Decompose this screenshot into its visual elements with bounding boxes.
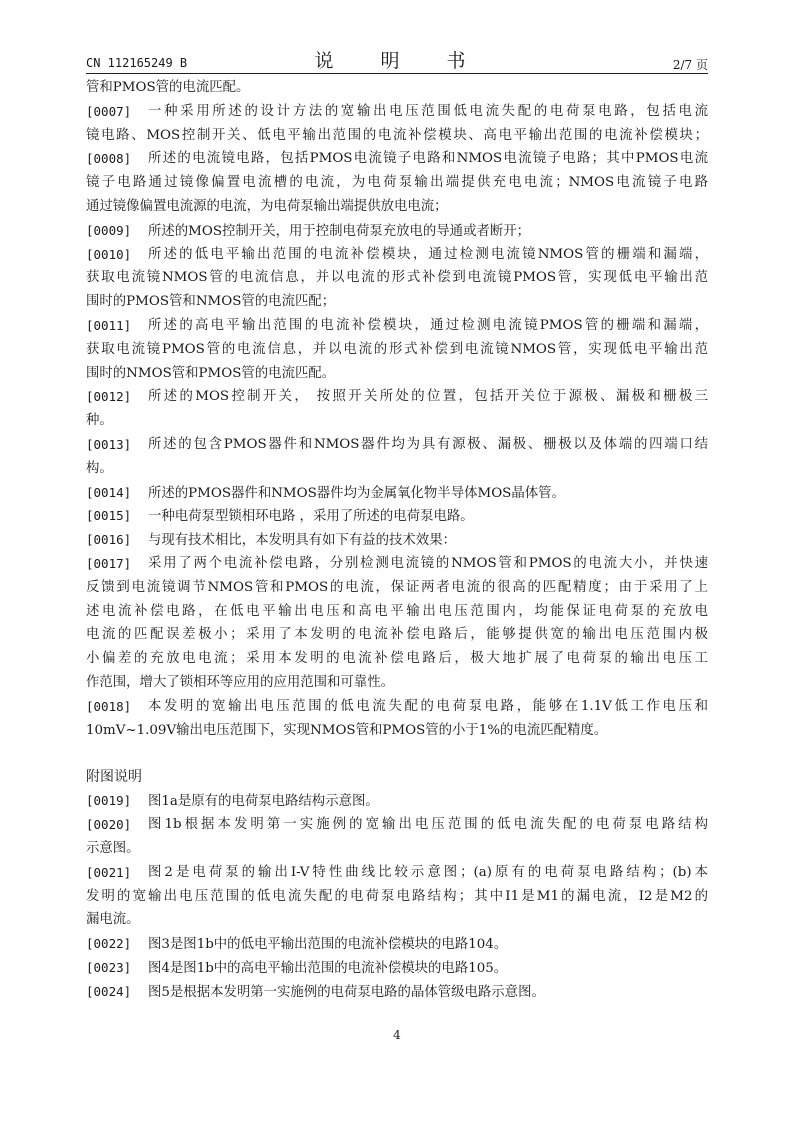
text-line [86, 647, 708, 671]
paragraph-number: [0021] [86, 864, 132, 880]
paragraph-number: [0012] [86, 389, 132, 405]
line-text: 镜子电路通过镜像偏置电流槽的电流，为电荷泵输出端提供充电电流；NMOS电流镜子电路 [86, 175, 708, 191]
paragraph-number: [0009] [86, 222, 132, 238]
line-text: 小偏差的充放电电流；采用本发明的电流补偿电路后，极大地扩展了电荷泵的输出电压工 [86, 651, 708, 667]
line-text: 所述的电流镜电路，包括PMOS电流镜子电路和NMOS电流镜子电路；其中PMOS电流 [148, 151, 708, 167]
paragraph-number: [0018] [86, 698, 132, 714]
line-text: 漏电流。 [86, 912, 140, 928]
line-text: 图5是根据本发明第一实施例的电荷泵电路的晶体管级电路示意图。 [148, 984, 545, 1000]
text-line [86, 623, 708, 647]
paragraph-number: [0024] [86, 983, 132, 999]
description-paragraphs [86, 76, 708, 742]
line-text: 获取电流镜PMOS管的电流信息，并以电流的形式补偿到电流镜NMOS管，实现低电平输出范 [86, 341, 708, 357]
text-line [86, 861, 708, 885]
line-text: 本发明的宽输出电压范围的低电流失配的电荷泵电路，能够在1.1V低工作电压和 [148, 698, 708, 714]
line-text: 所述的低电平输出范围的电流补偿模块，通过检测电流镜NMOS管的栅端和漏端， [148, 246, 708, 262]
paragraph-number: [0016] [86, 532, 132, 548]
text-line [86, 956, 708, 980]
text-line [86, 600, 708, 624]
line-text: 管和PMOS管的电流匹配。 [86, 80, 250, 95]
paragraph-number: [0008] [86, 151, 132, 167]
paragraph-number: [0019] [86, 793, 132, 809]
paragraph-number: [0011] [86, 317, 132, 333]
text-line [86, 385, 708, 409]
line-text: 图1b根据本发明第一实施例的宽输出电压范围的低电流失配的电荷泵电路结构 [148, 817, 708, 833]
line-text: 围时的NMOS管和PMOS管的电流匹配。 [86, 365, 336, 381]
text-line [86, 576, 708, 600]
line-text: 所述的MOS控制开关， 按照开关所处的位置，包括开关位于源极、漏极和栅极三 [148, 389, 708, 405]
line-text: 图1a是原有的电荷泵电路结构示意图。 [148, 794, 379, 810]
line-text: 图3是图1b中的低电平输出范围的电流补偿模块的电路104。 [148, 937, 508, 953]
line-text: 所述的包含PMOS器件和NMOS器件均为具有源极、漏极、栅极以及体端的四端口结 [148, 436, 708, 452]
line-text: 围时的PMOS管和NMOS管的电流匹配； [86, 294, 336, 310]
text-line [86, 243, 708, 267]
line-text: 10mV~1.09V输出电压范围下，实现NMOS管和PMOS管的小于1%的电流匹配精度。 [86, 722, 608, 738]
paragraph-number: [0017] [86, 555, 132, 571]
text-line [86, 789, 708, 813]
line-text: 述电流补偿电路，在低电平输出电压和高电平输出电压范围内，均能保证电荷泵的充放电 [86, 603, 708, 619]
line-text: 所述的MOS控制开关，用于控制电荷泵充放电的导通或者断开； [148, 223, 531, 239]
text-line [86, 314, 708, 338]
text-line [86, 219, 708, 243]
line-text: 示意图。 [86, 840, 140, 856]
page-header [86, 44, 708, 74]
paragraph-number: [0013] [86, 436, 132, 452]
paragraph-number: [0010] [86, 246, 132, 262]
text-line [86, 528, 708, 552]
text-line [86, 457, 708, 481]
line-text: 反馈到电流镜调节NMOS管和PMOS的电流，保证两者电流的很高的匹配精度；由于采用了上 [86, 579, 708, 595]
page-number: 4 [393, 1028, 401, 1042]
text-line [86, 195, 708, 219]
line-text: 电流的匹配误差极小；采用了本发明的电流补偿电路后，能够提供宽的输出电压范围内极 [86, 627, 708, 643]
text-line [86, 409, 708, 433]
document-body [86, 76, 708, 1003]
text-line [86, 362, 708, 386]
line-text: 图4是图1b中的高电平输出范围的电流补偿模块的电路105。 [148, 960, 508, 976]
line-text: 镜电路、MOS控制开关、低电平输出范围的电流补偿模块、高电平输出范围的电流补偿模块； [86, 127, 708, 143]
line-text: 所述的PMOS器件和NMOS器件均为金属氧化物半导体MOS晶体管。 [148, 485, 565, 501]
paragraph-number: [0020] [86, 817, 132, 833]
page-title: 说 明 书 [314, 50, 480, 72]
line-text: 采用了两个电流补偿电路，分别检测电流镜的NMOS管和PMOS的电流大小，并快速 [148, 555, 708, 571]
line-text: 构。 [86, 460, 113, 476]
section-title: 附图说明 [86, 769, 142, 786]
text-line [86, 266, 708, 290]
line-text: 图2是电荷泵的输出I-V特性曲线比较示意图；(a)原有的电荷泵电路结构；(b)本 [148, 864, 708, 880]
paragraph-number: [0015] [86, 508, 132, 524]
line-text: 种。 [86, 413, 113, 429]
text-line [86, 338, 708, 362]
text-line [86, 100, 708, 124]
header-rule [86, 73, 708, 74]
text-line [86, 552, 708, 576]
line-text: 通过镜像偏置电流源的电流，为电荷泵输出端提供放电电流； [86, 198, 448, 214]
paragraph-number: [0022] [86, 936, 132, 952]
text-line [86, 671, 708, 695]
line-text: 一种电荷泵型锁相环电路 ，采用了所述的电荷泵电路。 [148, 509, 474, 525]
line-text: 发明的宽输出电压范围的低电流失配的电荷泵电路结构；其中I1是M1的漏电流，I2是M2的 [86, 888, 708, 904]
text-line [86, 885, 708, 909]
text-line [86, 980, 708, 1004]
line-text: 获取电流镜NMOS管的电流信息，并以电流的形式补偿到电流镜PMOS管，实现低电平输出范 [86, 270, 708, 286]
text-line [86, 433, 708, 457]
line-text: 与现有技术相比，本发明具有如下有益的技术效果： [148, 533, 456, 549]
text-line [86, 813, 708, 837]
text-line [86, 837, 708, 861]
paragraph-number: [0014] [86, 484, 132, 500]
text-line [86, 908, 708, 932]
paragraph-number: [0007] [86, 103, 132, 119]
line-text: 作范围，增大了锁相环等应用的应用范围和可靠性。 [86, 674, 394, 690]
text-line [86, 481, 708, 505]
patent-number: CN 112165249 B [86, 56, 188, 70]
paragraph-number: [0023] [86, 959, 132, 975]
text-line [86, 76, 708, 100]
text-line [86, 504, 708, 528]
text-line [86, 719, 708, 743]
line-text: 一种采用所述的设计方法的宽输出电压范围低电流失配的电荷泵电路，包括电流 [148, 103, 708, 119]
text-line [86, 695, 708, 719]
text-line [86, 171, 708, 195]
text-line [86, 290, 708, 314]
text-line [86, 932, 708, 956]
figure-description-paragraphs [86, 789, 708, 1003]
line-text: 所述的高电平输出范围的电流补偿模块，通过检测电流镜PMOS管的栅端和漏端， [148, 317, 708, 333]
page-count: 2/7 页 [672, 58, 708, 72]
text-line [86, 124, 708, 148]
text-line [86, 147, 708, 171]
